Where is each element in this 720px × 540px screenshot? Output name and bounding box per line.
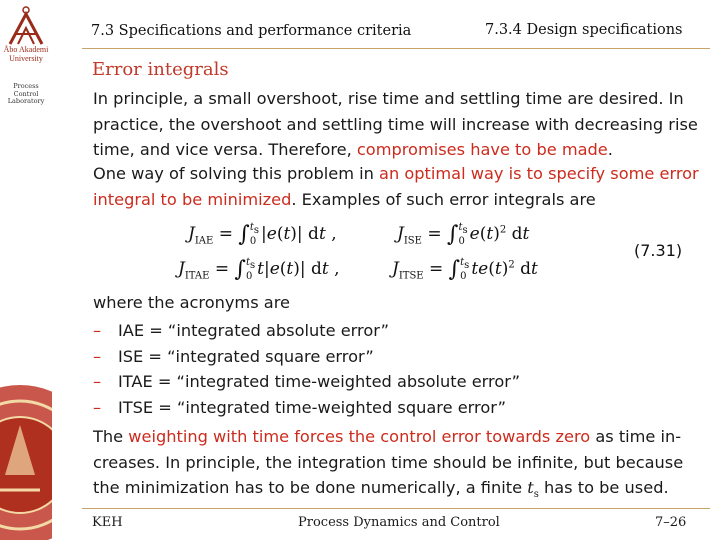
equation-ise: $J_{ISE} = \int t_s$ 0 $e(t)^2$ dt xyxy=(397,222,530,247)
upper-limit-sub: s xyxy=(464,260,470,271)
paragraph-weighting-text-b: as time in-creases. In principle, the integration time should be infinite, but because the minimization has to be done numerically, a finite xyxy=(93,427,684,497)
list-item xyxy=(93,344,520,370)
subsection-title: 7.3.4 Design specifications xyxy=(485,22,683,38)
equation-itae: $J_{ITAE} = \int t_s$ 0 t|e(t)| dt , xyxy=(178,257,340,282)
upper-limit: t xyxy=(460,257,465,268)
acronym-list xyxy=(93,318,520,420)
university-seal-icon xyxy=(0,380,52,540)
equation-iae: $J_{IAE} = \int t_s$ 0 |e(t)| dt , xyxy=(188,222,337,247)
page-number: 7–26 xyxy=(655,515,687,530)
upper-limit: t xyxy=(249,222,254,233)
ts-letter: t xyxy=(527,478,534,497)
lab-name-line1: Process xyxy=(13,82,39,90)
university-name-line1: Åbo Akademi xyxy=(3,45,49,54)
paragraph-optimal-text-a: One way of solving this problem in xyxy=(93,164,380,183)
dash-bullet: – xyxy=(93,321,102,340)
dash-bullet: – xyxy=(93,397,102,417)
footer-author: KEH xyxy=(92,515,123,530)
equation-number: (7.31) xyxy=(634,241,683,260)
upper-limit-sub: s xyxy=(462,225,468,236)
upper-limit: t xyxy=(458,222,463,233)
ts-subscript: s xyxy=(533,489,539,501)
equation-itse: $J_{ITSE} = \int t_s$ 0 $te(t)^2$ dt xyxy=(392,257,538,282)
iae-subscript: IAE xyxy=(194,235,214,247)
footer-course: Process Dynamics and Control xyxy=(298,515,500,530)
dash-bullet: – xyxy=(93,346,102,366)
paragraph-optimal-highlight: an optimal way is to specify some error integral to be minimized xyxy=(93,164,699,209)
paragraph-weighting-text-c: has to be used. xyxy=(538,478,669,497)
paragraph-weighting-highlight: weighting with time forces the control error towards zero xyxy=(128,427,591,446)
list-item xyxy=(93,318,520,344)
lower-limit: 0 xyxy=(460,271,467,282)
lower-limit: 0 xyxy=(245,271,253,282)
paragraph-intro-text: In principle, a small overshoot, rise time and settling time are desired. In practice, the overshoot and settling time will increase with decreasing rise time, and vice versa. Therefore, xyxy=(93,89,698,159)
paragraph-weighting-text-a: The xyxy=(93,427,129,446)
university-logo-icon xyxy=(4,6,48,46)
list-item-text: IAE = “integrated absolute error” xyxy=(118,321,389,340)
lab-name-line2: Control xyxy=(13,89,39,98)
acronyms-intro: where the acronyms are xyxy=(93,293,290,312)
ise-subscript: ISE xyxy=(403,235,422,247)
lower-limit: 0 xyxy=(458,236,465,247)
footer-divider xyxy=(82,508,710,509)
list-item xyxy=(93,369,520,395)
upper-limit: t xyxy=(245,257,250,268)
dash-bullet: – xyxy=(93,372,102,391)
list-item-text: ISE = “integrated square error” xyxy=(118,346,374,366)
paragraph-optimal xyxy=(93,161,705,212)
upper-limit-sub: s xyxy=(253,225,260,236)
itae-subscript: ITAE xyxy=(184,270,210,282)
paragraph-intro-highlight: compromises have to be made xyxy=(356,140,608,159)
paragraph-weighting xyxy=(93,424,705,508)
paragraph-intro-end: . xyxy=(607,140,613,159)
slide-heading: Error integrals xyxy=(92,59,229,80)
list-item-text: ITAE = “integrated time-weighted absolute error” xyxy=(118,372,520,391)
list-item xyxy=(93,395,520,421)
sidebar xyxy=(0,0,52,540)
university-name-line2: University xyxy=(9,54,43,63)
lab-name xyxy=(0,83,52,106)
paragraph-intro xyxy=(93,86,705,163)
section-title: 7.3 Specifications and performance criteria xyxy=(91,23,412,39)
university-name xyxy=(0,45,52,63)
upper-limit-sub: s xyxy=(250,260,256,271)
lab-name-line3: Laboratory xyxy=(7,97,45,105)
list-item-text: ITSE = “integrated time-weighted square error” xyxy=(118,397,506,417)
header-divider xyxy=(82,48,710,49)
lower-limit: 0 xyxy=(249,236,257,247)
ts-symbol xyxy=(527,478,539,501)
itse-subscript: ITSE xyxy=(398,270,424,282)
paragraph-optimal-text-b: . Examples of such error integrals are xyxy=(291,189,596,209)
